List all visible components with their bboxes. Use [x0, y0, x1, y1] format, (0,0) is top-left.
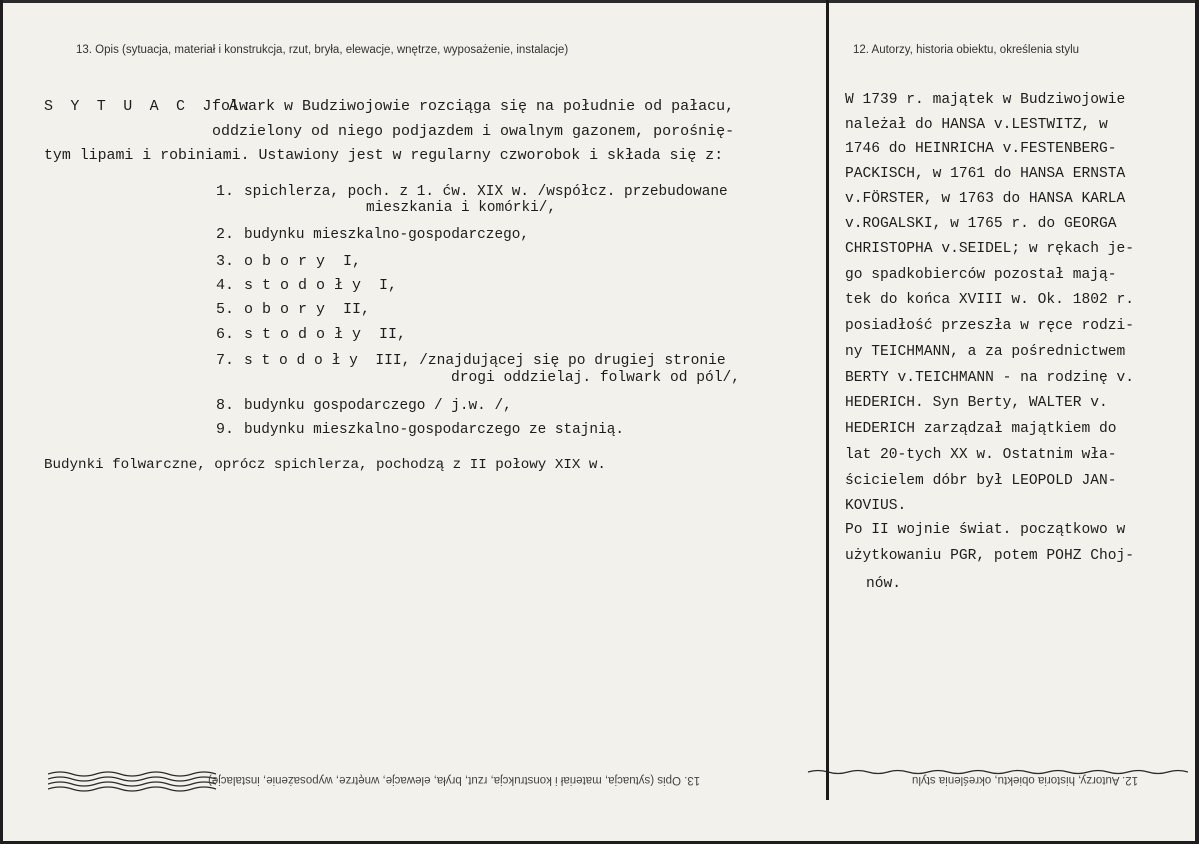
edge-left: [0, 0, 3, 844]
item-number: 1.: [216, 183, 235, 200]
item-number: 6.: [216, 326, 235, 343]
item-text: budynku gospodarczego / j.w. /,: [244, 398, 512, 414]
item-number: 8.: [216, 397, 235, 414]
item-number: 4.: [216, 277, 235, 294]
edge-top: [0, 0, 1199, 3]
mirrored-section-13-header: 13. Opis (sytuacja, materiał i konstrukcja, rzut, bryła, elewacje, wnętrze, wyposażenie, instalacje): [208, 774, 701, 786]
history-line: CHRISTOPHA v.SEIDEL; w rękach je-: [845, 241, 1135, 257]
intro-line-1: folwark w Budziwojowie rozciąga się na południe od pałacu,: [212, 98, 735, 115]
history-line: posiadłość przeszła w ręce rodzi-: [845, 318, 1135, 334]
item-number: 9.: [216, 421, 235, 438]
intro-line-2: oddzielony od niego podjazdem i owalnym gazonem, porośnię-: [212, 123, 735, 140]
history-line: tek do końca XVIII w. Ok. 1802 r.: [845, 292, 1135, 308]
history-line: Po II wojnie świat. początkowo w: [845, 522, 1126, 538]
history-line: należał do HANSA v.LESTWITZ, w: [845, 117, 1108, 133]
mirrored-section-12-header: 12. Autorzy, historia obiektu, określenia stylu: [912, 774, 1139, 786]
history-line: KOVIUS.: [845, 498, 907, 514]
edge-right: [1195, 0, 1199, 844]
item-text: o b o r y I,: [244, 253, 362, 270]
history-line: PACKISCH, w 1761 do HANSA ERNSTA: [845, 166, 1126, 182]
history-line: W 1739 r. majątek w Budziwojowie: [845, 92, 1126, 108]
intro-line-3: tym lipami i robiniami. Ustawiony jest w regularny czworobok i składa się z:: [44, 148, 724, 164]
item-number: 7.: [216, 352, 235, 369]
item-text: o b o r y II,: [244, 301, 371, 318]
history-line: ścicielem dóbr był LEOPOLD JAN-: [845, 473, 1117, 489]
item-text: s t o d o ł y II,: [244, 326, 407, 343]
closing-line: Budynki folwarczne, oprócz spichlerza, pochodzą z II połowy XIX w.: [44, 457, 606, 473]
column-divider: [826, 0, 829, 800]
item-text: s t o d o ł y I,: [244, 277, 398, 294]
item-text: s t o d o ł y III, /znajdującej się po drugiej stronie: [244, 353, 726, 369]
history-line: 1746 do HEINRICHA v.FESTENBERG-: [845, 141, 1117, 157]
item-text: budynku mieszkalno-gospodarczego,: [244, 227, 529, 243]
history-line: ny TEICHMANN, a za pośrednictwem: [845, 344, 1126, 360]
item-number: 2.: [216, 226, 235, 243]
history-line: lat 20-tych XX w. Ostatnim wła-: [845, 447, 1117, 463]
item-continuation: drogi oddzielaj. folwark od pól/,: [451, 370, 741, 386]
situation-label: S Y T U A C J A:: [44, 98, 256, 115]
history-line: użytkowaniu PGR, potem POHZ Choj-: [845, 548, 1135, 564]
section-13-header: 13. Opis (sytuacja, materiał i konstrukcja, rzut, bryła, elewacje, wnętrze, wyposażenie, instalacje): [76, 44, 569, 56]
history-line: HEDERICH zarządzał majątkiem do: [845, 421, 1117, 437]
history-line: v.FÖRSTER, w 1763 do HANSA KARLA: [845, 191, 1126, 207]
item-number: 5.: [216, 301, 235, 318]
item-number: 3.: [216, 253, 235, 270]
history-line: v.ROGALSKI, w 1765 r. do GEORGA: [845, 216, 1117, 232]
history-line: go spadkobierców pozostał mają-: [845, 267, 1117, 283]
history-line: HEDERICH. Syn Berty, WALTER v.: [845, 395, 1108, 411]
item-continuation: mieszkania i komórki/,: [366, 200, 556, 216]
history-line: BERTY v.TEICHMANN - na rodzinę v.: [845, 370, 1135, 386]
item-text: budynku mieszkalno-gospodarczego ze stajnią.: [244, 422, 624, 438]
item-text: spichlerza, poch. z 1. ćw. XIX w. /współcz. przebudowane: [244, 184, 728, 200]
section-12-header: 12. Autorzy, historia obiektu, określenia stylu: [853, 44, 1080, 56]
history-line: nów.: [866, 576, 902, 592]
